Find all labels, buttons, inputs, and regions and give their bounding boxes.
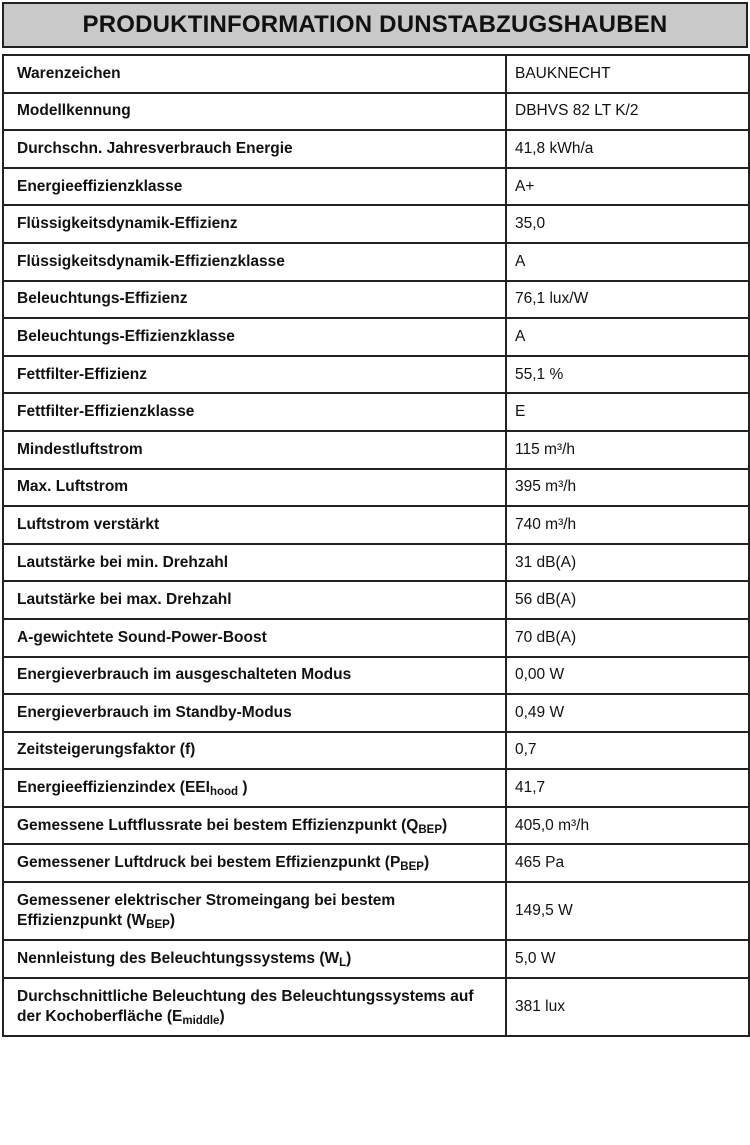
label-suffix: ): [346, 949, 352, 967]
row-value: 0,49 W: [506, 694, 749, 732]
row-label: Max. Luftstrom: [3, 469, 506, 507]
table-row: [3, 318, 749, 356]
table-row: [3, 769, 749, 807]
row-label: [3, 978, 506, 1036]
label-text: Gemessene Luftflussrate bei bestem Effizienzpunkt (Q: [17, 816, 419, 834]
row-value: 740 m³/h: [506, 506, 749, 544]
row-label: [3, 807, 506, 845]
row-label: [3, 769, 506, 807]
table-row: [3, 205, 749, 243]
table-row: [3, 130, 749, 168]
row-label: Luftstrom verstärkt: [3, 506, 506, 544]
row-label: Lautstärke bei max. Drehzahl: [3, 581, 506, 619]
row-label: Warenzeichen: [3, 55, 506, 93]
table-row: [3, 844, 749, 882]
title-bar: [2, 2, 748, 48]
row-label: Flüssigkeitsdynamik-Effizienzklasse: [3, 243, 506, 281]
table-row: [3, 657, 749, 695]
row-value: 381 lux: [506, 978, 749, 1036]
row-value: 41,8 kWh/a: [506, 130, 749, 168]
table-row: [3, 978, 749, 1036]
row-value: E: [506, 393, 749, 431]
label-text: Nennleistung des Beleuchtungssystems (W: [17, 949, 340, 967]
label-subscript: BEP: [146, 919, 170, 932]
table-row: [3, 243, 749, 281]
label-suffix: ): [423, 854, 430, 872]
row-label: [3, 844, 506, 882]
row-value: 465 Pa: [506, 844, 749, 882]
label-subscript: BEP: [400, 861, 424, 874]
row-value: 115 m³/h: [506, 431, 749, 469]
product-info-table: [2, 54, 750, 1037]
label-text: Gemessener Luftdruck bei bestem Effizienzpunkt (P: [17, 854, 401, 872]
label-text: Energieeffizienzindex (EEI: [17, 779, 210, 797]
row-value: 149,5 W: [506, 882, 749, 940]
row-value: A: [506, 243, 749, 281]
label-text: Gemessener elektrischer Stromeingang bei bestem Effizienzpunkt (W: [17, 892, 396, 930]
row-value: 0,7: [506, 732, 749, 770]
table-row: [3, 694, 749, 732]
table-row: [3, 940, 749, 978]
row-label: [3, 940, 506, 978]
row-value: 76,1 lux/W: [506, 281, 749, 319]
row-value: 31 dB(A): [506, 544, 749, 582]
row-value: 70 dB(A): [506, 619, 749, 657]
label-suffix: ): [219, 1007, 225, 1025]
row-label: Energieverbrauch im Standby-Modus: [3, 694, 506, 732]
row-label: Modellkennung: [3, 93, 506, 131]
row-value: DBHVS 82 LT K/2: [506, 93, 749, 131]
row-value: BAUKNECHT: [506, 55, 749, 93]
table-row: [3, 506, 749, 544]
row-value: 41,7: [506, 769, 749, 807]
table-row: [3, 281, 749, 319]
label-suffix: ): [169, 912, 175, 930]
label-text: Durchschnittliche Beleuchtung des Beleuchtungssystems auf der Kochoberfläche (E: [17, 987, 474, 1025]
row-label: Energieeffizienzklasse: [3, 168, 506, 206]
table-row: [3, 882, 749, 940]
row-label: Mindestluftstrom: [3, 431, 506, 469]
table-row: [3, 732, 749, 770]
row-value: 55,1 %: [506, 356, 749, 394]
row-label: [3, 882, 506, 940]
table-row: [3, 356, 749, 394]
row-label: Zeitsteigerungsfaktor (f): [3, 732, 506, 770]
row-label: Lautstärke bei min. Drehzahl: [3, 544, 506, 582]
label-suffix: ): [238, 779, 248, 797]
row-label: A-gewichtete Sound-Power-Boost: [3, 619, 506, 657]
row-value: 405,0 m³/h: [506, 807, 749, 845]
row-value: 35,0: [506, 205, 749, 243]
row-value: 56 dB(A): [506, 581, 749, 619]
label-subscript: hood: [209, 786, 239, 799]
document-title: PRODUKTINFORMATION DUNSTABZUGSHAUBEN: [82, 11, 668, 38]
row-value: 0,00 W: [506, 657, 749, 695]
table-row: [3, 469, 749, 507]
row-label: Fettfilter-Effizienz: [3, 356, 506, 394]
product-info-sheet: [2, 2, 748, 1037]
table-row: [3, 544, 749, 582]
table-row: [3, 55, 749, 93]
row-label: Beleuchtungs-Effizienz: [3, 281, 506, 319]
row-label: Fettfilter-Effizienzklasse: [3, 393, 506, 431]
row-label: Flüssigkeitsdynamik-Effizienz: [3, 205, 506, 243]
row-label: Energieverbrauch im ausgeschalteten Modus: [3, 657, 506, 695]
table-row: [3, 431, 749, 469]
label-suffix: ): [442, 816, 448, 834]
label-subscript: BEP: [418, 823, 443, 836]
row-value: A+: [506, 168, 749, 206]
table-row: [3, 807, 749, 845]
table-row: [3, 619, 749, 657]
row-label: Durchschn. Jahresverbrauch Energie: [3, 130, 506, 168]
row-value: A: [506, 318, 749, 356]
row-value: 395 m³/h: [506, 469, 749, 507]
table-row: [3, 581, 749, 619]
row-label: Beleuchtungs-Effizienzklasse: [3, 318, 506, 356]
table-row: [3, 168, 749, 206]
label-subscript: L: [339, 956, 347, 969]
table-row: [3, 93, 749, 131]
label-subscript: middle: [182, 1014, 220, 1027]
table-row: [3, 393, 749, 431]
row-value: 5,0 W: [506, 940, 749, 978]
